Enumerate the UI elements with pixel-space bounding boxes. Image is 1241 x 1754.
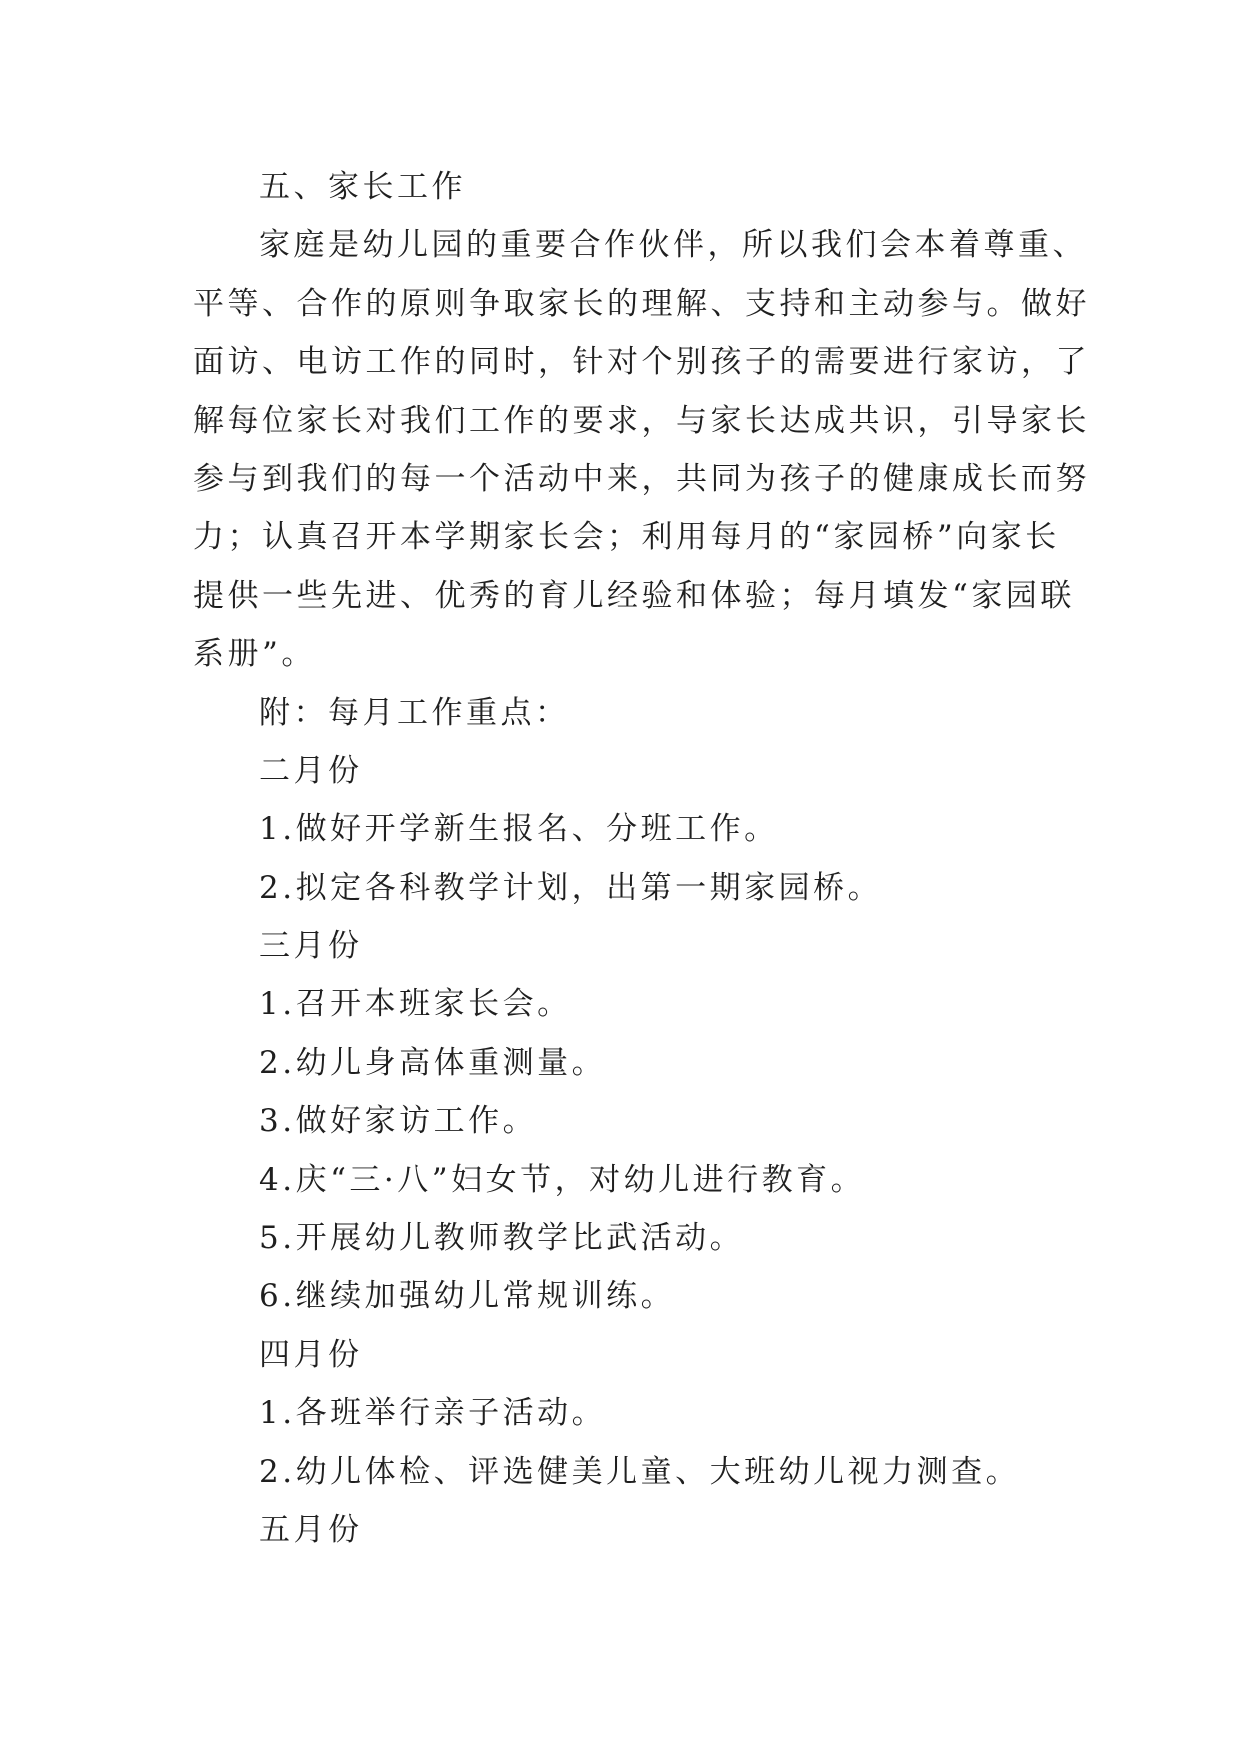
list-item: 2.幼儿体检、评选健美儿童、大班幼儿视力测查。 — [259, 1453, 1021, 1490]
section-heading: 五、家长工作 — [259, 169, 466, 205]
appendix-title: 附：每月工作重点： — [259, 694, 570, 731]
list-item: 2.幼儿身高体重测量。 — [259, 1044, 607, 1081]
document-body — [193, 158, 1090, 1559]
paragraph-line: 家庭是幼儿园的重要合作伙伴，所以我们会本着尊重、 — [259, 227, 1087, 264]
month-heading-april: 四月份 — [259, 1336, 363, 1373]
paragraph-line: 解每位家长对我们工作的要求，与家长达成共识，引导家长 — [193, 402, 1090, 439]
paragraph-line: 参与到我们的每一个活动中来，共同为孩子的健康成长而努 — [193, 460, 1090, 497]
month-heading-february: 二月份 — [259, 752, 363, 789]
paragraph-line: 面访、电访工作的同时，针对个别孩子的需要进行家访，了 — [193, 344, 1090, 381]
list-item: 2.拟定各科教学计划，出第一期家园桥。 — [259, 869, 883, 906]
list-item: 3.做好家访工作。 — [259, 1103, 538, 1140]
paragraph-line: 系册”。 — [193, 636, 316, 673]
list-item: 4.庆“三·八”妇女节，对幼儿进行教育。 — [259, 1161, 866, 1198]
list-item: 1.召开本班家长会。 — [259, 986, 572, 1023]
month-heading-may: 五月份 — [259, 1511, 363, 1548]
paragraph — [193, 216, 1090, 683]
list-item: 6.继续加强幼儿常规训练。 — [259, 1278, 676, 1315]
list-item: 1.各班举行亲子活动。 — [259, 1395, 607, 1432]
month-heading-march: 三月份 — [259, 928, 363, 965]
paragraph-line: 提供一些先进、优秀的育儿经验和体验；每月填发“家园联 — [193, 577, 1075, 614]
paragraph-line: 力；认真召开本学期家长会；利用每月的“家园桥”向家长 — [193, 519, 1060, 556]
list-item: 1.做好开学新生报名、分班工作。 — [259, 811, 779, 848]
paragraph-line: 平等、合作的原则争取家长的理解、支持和主动参与。做好 — [193, 285, 1090, 322]
list-item: 5.开展幼儿教师教学比武活动。 — [259, 1220, 745, 1257]
